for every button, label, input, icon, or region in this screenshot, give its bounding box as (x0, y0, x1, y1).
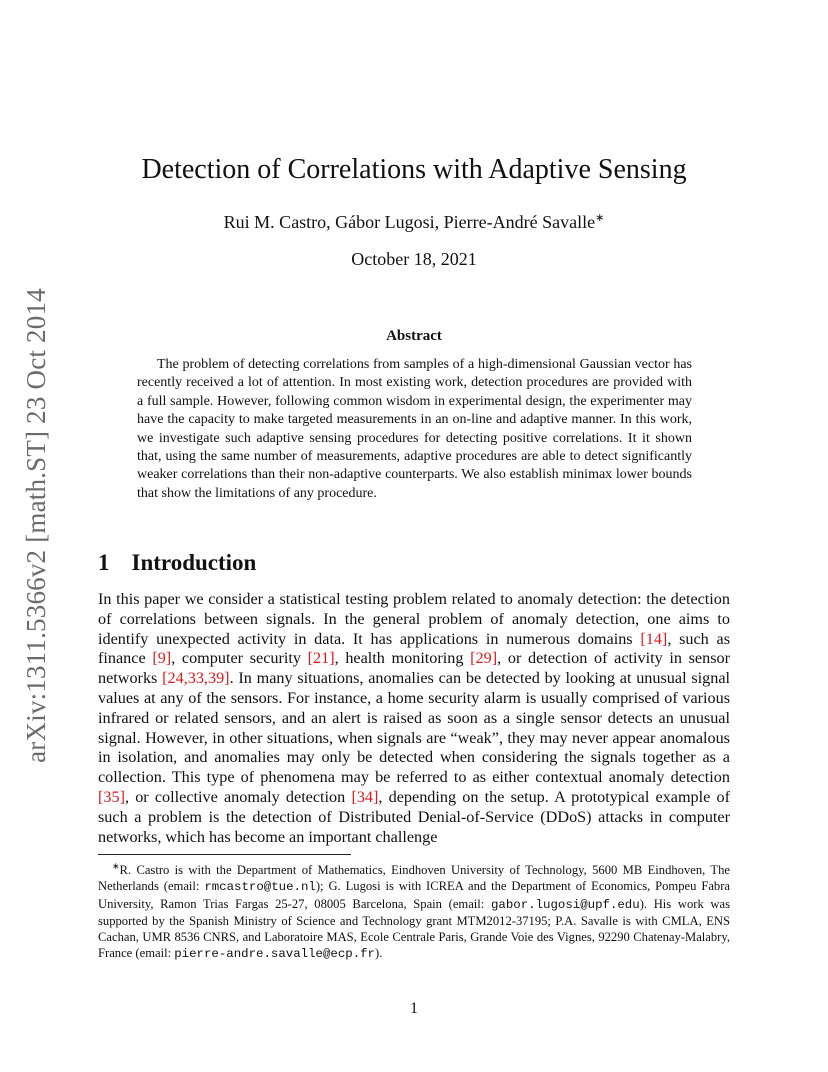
email-castro[interactable]: rmcastro@tue.nl (204, 880, 316, 895)
email-savalle[interactable]: pierre-andre.savalle@ecp.fr (174, 947, 375, 962)
citation-link[interactable]: [29] (470, 649, 498, 668)
footnote (98, 858, 730, 962)
citation-link[interactable]: [21] (307, 649, 335, 668)
footnote-text: ). His work was supported by the Spanish Ministry of Science and Technology grant MTM2012-37195; P.A. Savalle is with CMLA, ENS Cachan, UMR 8536 CNRS, and Laboratoire MAS, Ecole Centrale Paris, Grande Voie des Vignes, 92290 Chatenay-Malabry, France (email: (98, 896, 730, 961)
section-number: 1 (98, 550, 110, 575)
intro-text: , health monitoring (334, 649, 471, 668)
footnote-mark: ∗ (112, 861, 120, 871)
intro-text: . In many situations, anomalies can be detected by looking at unusual signal values at any of the sensors. For instance, a home security alarm is usually comprised of various infrared or related sensors, and an alert is raised as soon as a single sensor detects an unusual signal. However, in other situations, when signals are “weak”, they may never appear anomalous in isolation, and anomalies may only be detected when considering the signals together as a collection. This type of phenomena may be referred to as either contextual anomaly detection (98, 669, 731, 787)
abstract-body: The problem of detecting correlations from samples of a high-dimensional Gaussian vector has recently received a lot of attention. In most existing work, detection procedures are provided with a full sample. However, following common wisdom in experimental design, the experimenter may have the capacity to make targeted measurements in an on-line and adaptive manner. In this work, we investigate such adaptive sensing procedures for detecting positive correlations. It it shown that, using the same number of measurements, adaptive procedures are able to detect significantly weaker correlations than their non-adaptive counterparts. We also establish minimax lower bounds that show the limitations of any procedure. (137, 357, 692, 501)
abstract-heading: Abstract (386, 328, 442, 344)
citation-link[interactable]: [35] (98, 787, 125, 806)
footnote-text: ). (375, 946, 383, 961)
citation-link[interactable]: [24,33,39] (162, 669, 230, 688)
author-line (98, 206, 730, 234)
intro-text: , computer security (171, 649, 308, 668)
footnote-divider (98, 854, 351, 855)
intro-text: In this paper we consider a statistical testing problem related to anomaly detection: the detection of correlations between signals. In the general problem of anomaly detection, one aims to identify unexpected activity in data. It has applications in numerous domains (98, 590, 730, 648)
intro-text: , or detection of activity in sensor networks (98, 649, 730, 688)
section-title: Introduction (131, 550, 257, 575)
intro-text: , depending on the setup. A prototypical example of such a problem is the detection of Distributed Denial-of-Service (DDoS) attacks in computer networks, which has become an important challenge (98, 787, 731, 846)
paper-date: October 18, 2021 (351, 249, 477, 269)
email-lugosi[interactable]: gabor.lugosi@upf.edu (490, 897, 640, 912)
intro-paragraph (98, 590, 730, 847)
intro-text: , such as finance (98, 629, 731, 668)
author-names: Rui M. Castro, Gábor Lugosi, Pierre-André Savalle (223, 212, 596, 232)
page-number: 1 (410, 1000, 418, 1017)
citation-link[interactable]: [34] (351, 787, 379, 806)
author-footnote-mark[interactable]: ∗ (595, 212, 605, 224)
arxiv-identifier: arXiv:1311.5366v2 [math.ST] 23 Oct 2014 (20, 287, 51, 763)
section-heading (98, 548, 256, 578)
citation-link[interactable]: [9] (152, 649, 172, 668)
footnote-text: R. Castro is with the Department of Mathematics, Eindhoven University of Technology, 5600 MB Eindhoven, The Netherlands (email: (98, 863, 730, 894)
citation-link[interactable]: [14] (640, 629, 668, 648)
arxiv-side-stamp (10, 285, 62, 765)
paper-title: Detection of Correlations with Adaptive Sensing (141, 154, 687, 185)
footnote-text: ); G. Lugosi is with ICREA and the Department of Economics, Pompeu Fabra University, Ramon Trias Fargas 25-27, 08005 Barcelona, Spain (email: (98, 879, 730, 911)
intro-text: , or collective anomaly detection (124, 787, 352, 806)
